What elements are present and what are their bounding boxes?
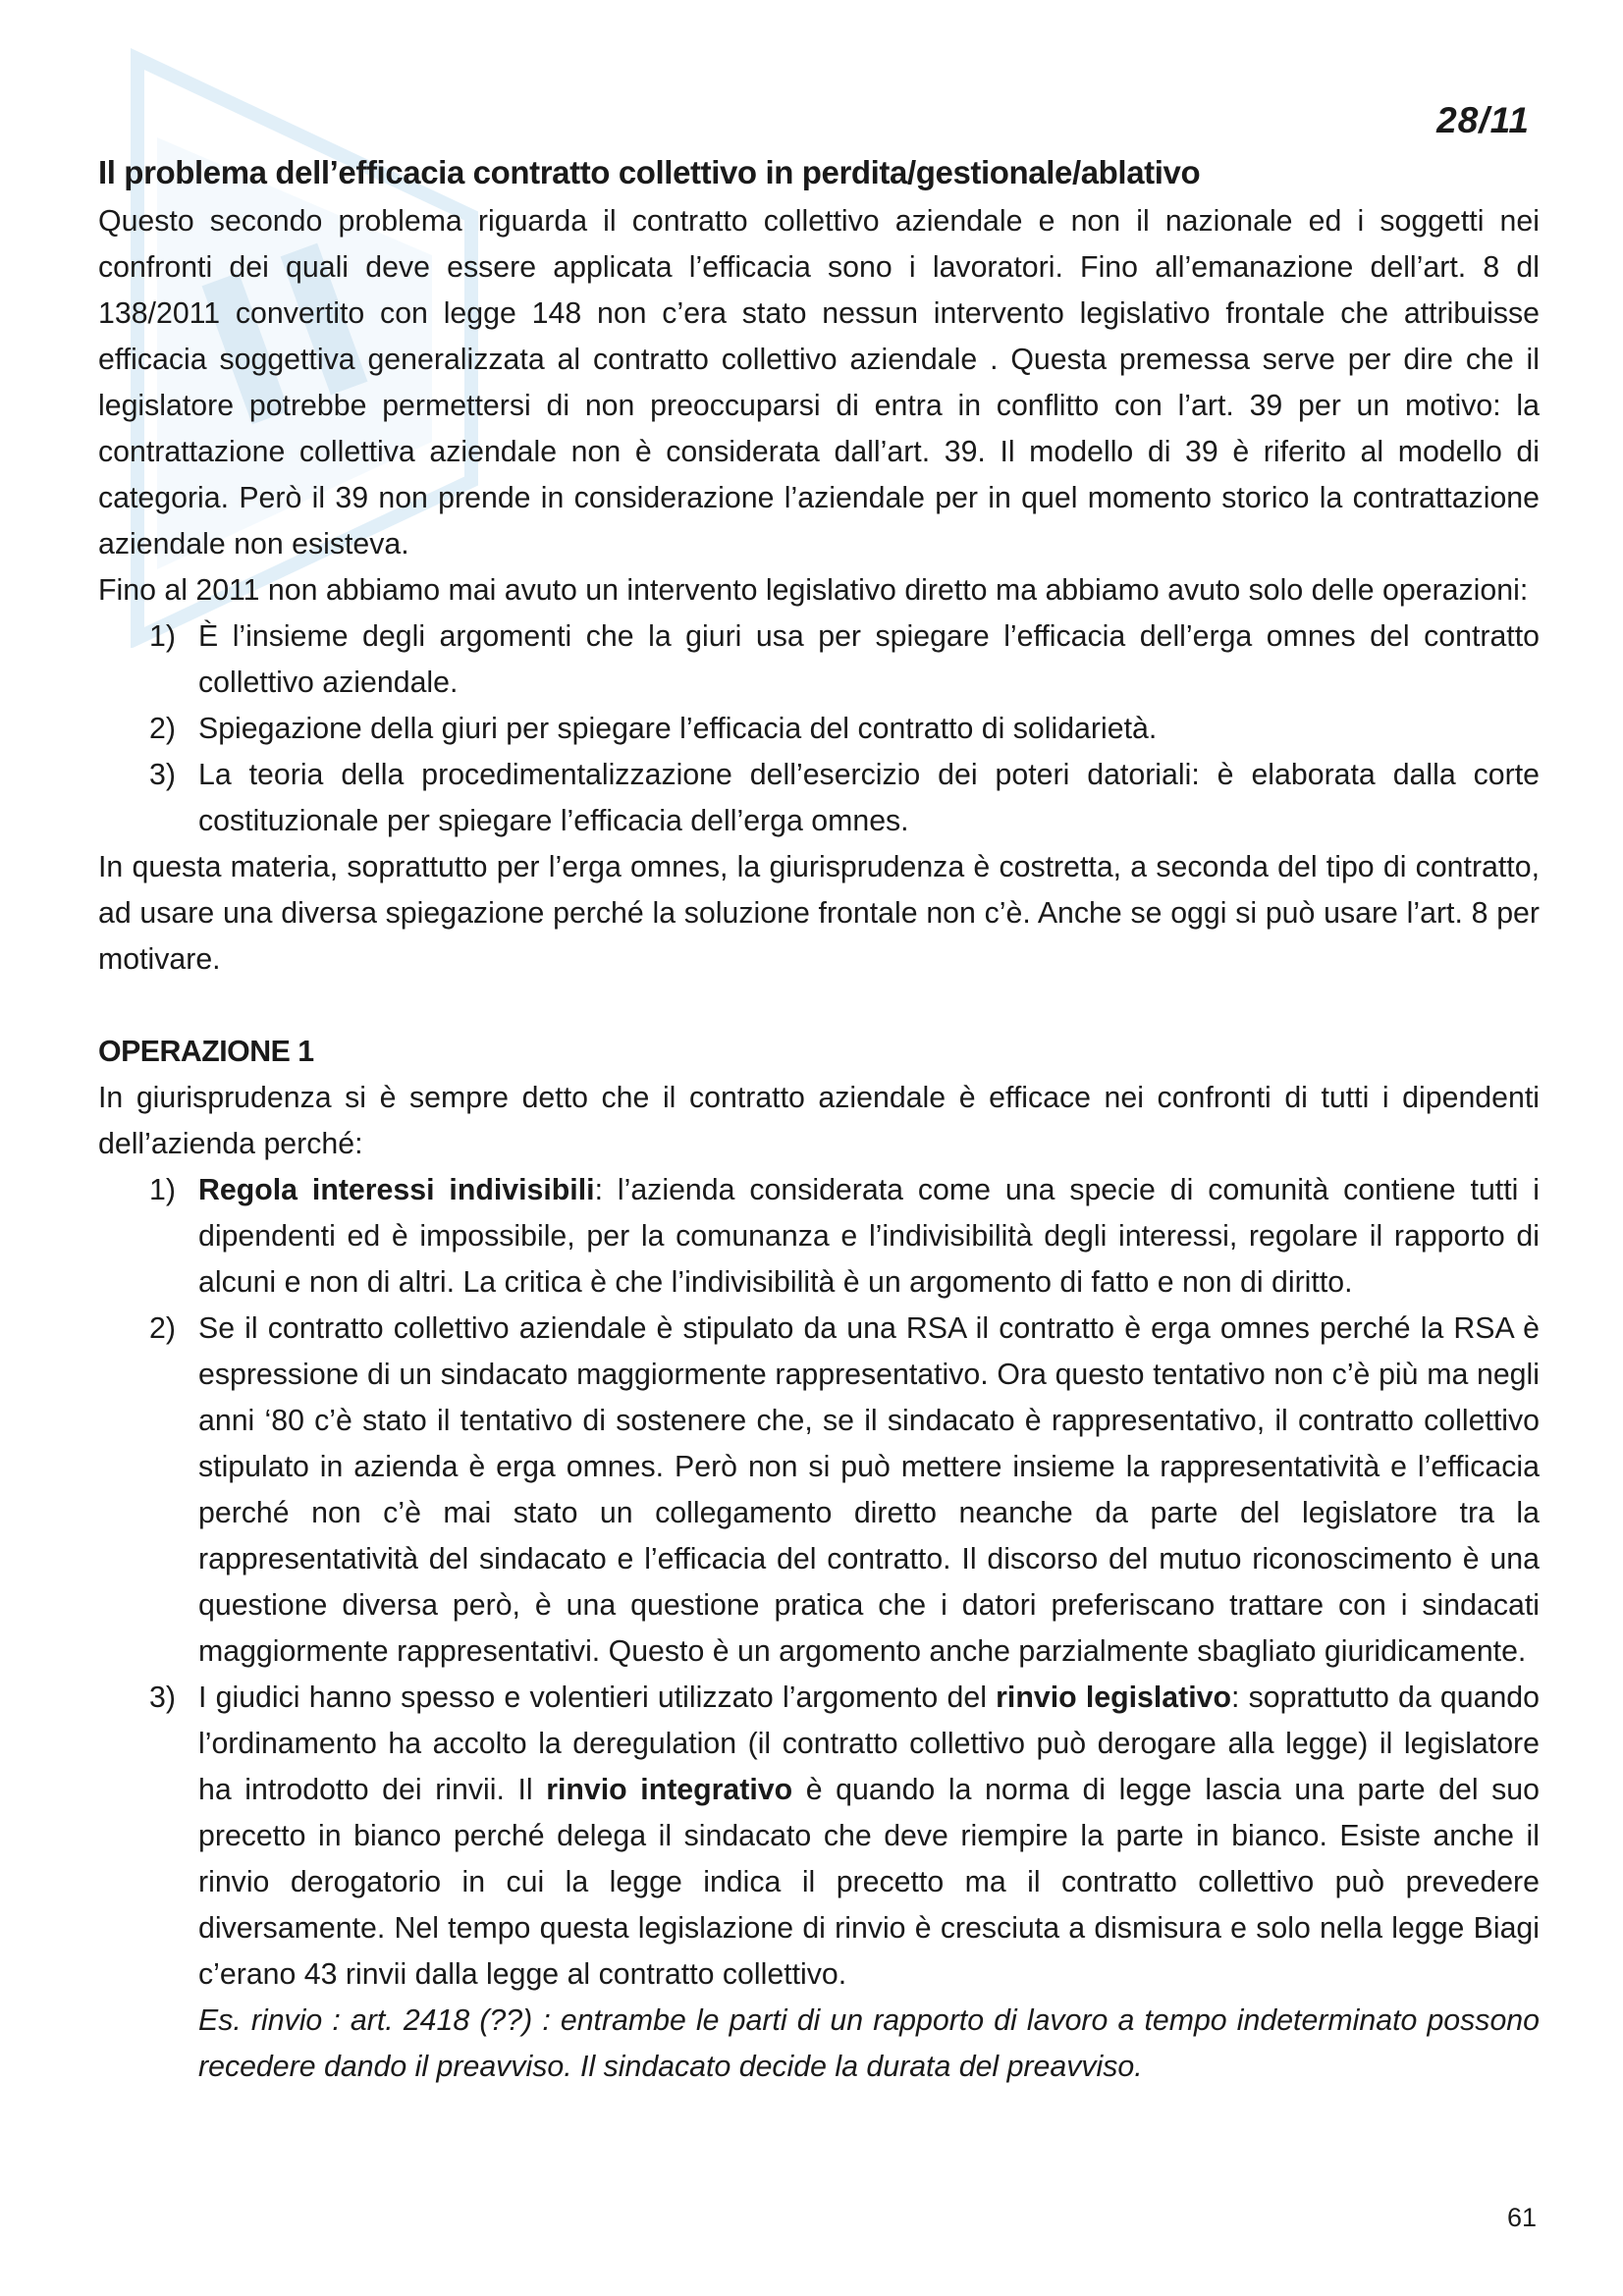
intro-paragraph: Questo secondo problema riguarda il contratto collettivo aziendale e non il nazionale ed i soggetti nei confronti dei quali deve essere applicata l’efficacia sono i lavoratori. Fino all’emanazione dell’art. 8 dl 138/2011 convertito con legge 148 non c’era stato nessun intervento legislativo frontale che attribuisse efficacia soggettiva generalizzata al contratto collettivo aziendale . Questa premessa serve per dire che il legislatore potrebbe permettersi di non preoccuparsi di entra in conflitto con l’art. 39 per un motivo: la contrattazione collettiva aziendale non è considerata dall’art. 39. Il modello di 39 è riferito al modello di categoria. Però il 39 non prende in considerazione l’aziendale per in quel momento storico la contrattazione aziendale non esisteva. <box>98 205 1540 561</box>
list-item <box>98 1306 1540 1675</box>
list-number: 1) <box>149 620 176 653</box>
list-number: 2) <box>149 1312 176 1345</box>
document-body <box>98 149 1540 2090</box>
example-note: Es. rinvio : art. 2418 (??) : entrambe le parti di un rapporto di lavoro a tempo indeterminato possono recedere dando il preavviso. Il sindacato decide la durata del preavviso. <box>198 2004 1540 2083</box>
list-item <box>98 752 1540 844</box>
lecture-date: 28/11 <box>1436 100 1530 140</box>
list-item-text: È l’insieme degli argomenti che la giuri usa per spiegare l’efficacia dell’erga omnes del contratto collettivo aziendale. <box>198 620 1540 699</box>
bold-term: Regola interessi indivisibili <box>198 1174 595 1206</box>
after-operations-paragraph: In questa materia, soprattutto per l’erga omnes, la giurisprudenza è costretta, a seconda del tipo di contratto, ad usare una diversa spiegazione perché la soluzione frontale non c’è. Anche se oggi si può usare l’art. 8 per motivare. <box>98 851 1540 976</box>
bold-term: rinvio legislativo <box>996 1682 1232 1714</box>
list-item <box>98 614 1540 706</box>
section-title: OPERAZIONE 1 <box>98 1036 314 1068</box>
document-title: Il problema dell’efficacia contratto collettivo in perdita/gestionale/ablativo <box>98 154 1201 190</box>
bold-term: rinvio integrativo <box>546 1774 793 1806</box>
section-intro: In giurisprudenza si è sempre detto che il contratto aziendale è efficace nei confronti di tutti i dipendenti dell’azienda perché: <box>98 1082 1540 1160</box>
list-item-text: : l’azienda considerata come una specie di comunità contiene tutti i dipendenti ed è impossibile, per la comunanza e l’indivisibilità degli interessi, regolare il rapporto di alcuni e non di altri. La critica è che l’indivisibilità è un argomento di fatto e non di diritto. <box>198 1174 1540 1299</box>
list-number: 3) <box>149 1682 176 1714</box>
list-item <box>98 706 1540 752</box>
list-number: 3) <box>149 759 176 791</box>
operations-list <box>98 614 1540 844</box>
list-item-text: I giudici hanno spesso e volentieri utilizzato l’argomento del <box>198 1682 997 1714</box>
list-number: 1) <box>149 1174 176 1206</box>
list-item <box>98 1167 1540 1306</box>
list-item-text: Spiegazione della giuri per spiegare l’efficacia del contratto di solidarietà. <box>198 713 1158 745</box>
list-item-text: : soprattutto da quando l’ordinamento ha accolto la deregulation (il contratto collettivo può derogare alla legge) il legislatore ha introdotto dei rinvii. Il <box>198 1682 1541 1806</box>
list-item-text: è quando la norma di legge lascia una parte del suo precetto in bianco perché delega il sindacato che deve riempire la parte in bianco. Esiste anche il rinvio derogatorio in cui la legge indica il precetto ma il contratto collettivo può prevedere diversamente. Nel tempo questa legislazione di rinvio è cresciuta a dismisura e solo nella legge Biagi c’erano 43 rinvii dalla legge al contratto collettivo. <box>198 1774 1540 1991</box>
page-number: 61 <box>1506 2203 1537 2232</box>
intro-operations-lead: Fino al 2011 non abbiamo mai avuto un intervento legislativo diretto ma abbiamo avuto solo delle operazioni: <box>98 574 1529 607</box>
list-item-text: La teoria della procedimentalizzazione dell’esercizio dei poteri datoriali: è elaborata dalla corte costituzionale per spiegare l’efficacia dell’erga omnes. <box>198 759 1540 837</box>
section-list <box>98 1167 1540 2090</box>
list-number: 2) <box>149 713 176 745</box>
list-item-text: Se il contratto collettivo aziendale è stipulato da una RSA il contratto è erga omnes perché la RSA è espressione di un sindacato maggiormente rappresentativo. Ora questo tentativo non c’è più ma negli anni ‘80 c’è stato il tentativo di sostenere che, se il sindacato è rappresentativo, il contratto collettivo stipulato in azienda è erga omnes. Però non si può mettere insieme la rappresentatività e l’efficacia perché non c’è mai stato un collegamento diretto neanche da parte del legislatore tra la rappresentatività del sindacato e l’efficacia del contratto. Il discorso del mutuo riconoscimento è una questione diversa però, è una questione pratica che i datori preferiscano trattare con i sindacati maggiormente rappresentativi. Questo è un argomento anche parzialmente sbagliato giuridicamente. <box>198 1312 1540 1668</box>
list-item <box>98 1675 1540 2090</box>
